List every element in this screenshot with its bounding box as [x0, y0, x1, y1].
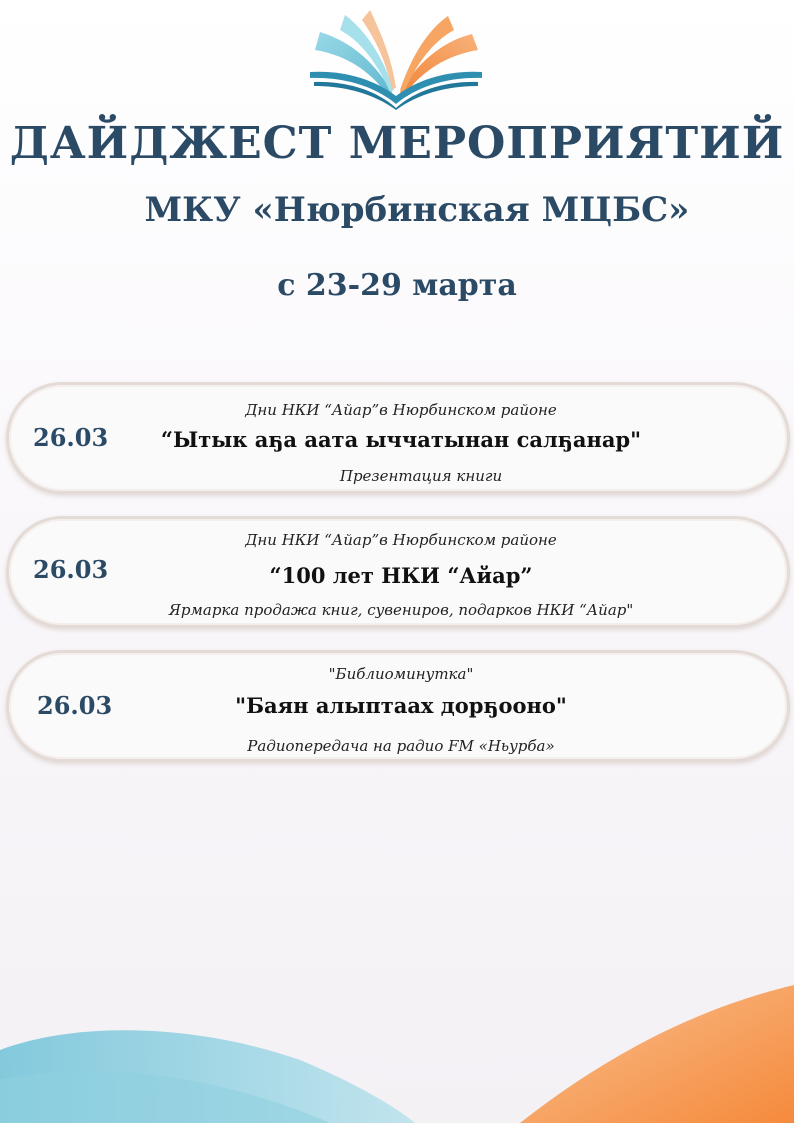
page-title: ДАЙДЖЕСТ МЕРОПРИЯТИЙ [9, 118, 785, 169]
open-book-logo-icon [300, 10, 490, 110]
event-title: “100 лет НКИ “Айар” [269, 563, 533, 588]
event-card [6, 382, 790, 494]
event-card [6, 516, 790, 628]
event-date: 26.03 [37, 691, 113, 720]
event-card [6, 650, 790, 762]
event-category: "Библиоминутка" [328, 665, 474, 683]
event-description: Презентация книги [339, 467, 503, 485]
event-description: Радиопередача на радио FM «Ньурба» [247, 737, 555, 755]
event-title: "Баян алыптаах дорҕооно" [235, 693, 567, 718]
event-date: 26.03 [33, 555, 109, 584]
event-category: Дни НКИ “Айар”в Нюрбинском районе [245, 401, 557, 419]
event-date: 26.03 [33, 423, 109, 452]
event-category: Дни НКИ “Айар”в Нюрбинском районе [245, 531, 557, 549]
date-range: с 23-29 марта [277, 268, 517, 303]
event-title: “Ытык аҕа аата ыччатынан салҕанар" [160, 427, 642, 452]
organization-name: МКУ «Нюрбинская МЦБС» [144, 190, 690, 230]
event-description: Ярмарка продажа книг, сувениров, подарков НКИ “Айар" [168, 601, 634, 619]
